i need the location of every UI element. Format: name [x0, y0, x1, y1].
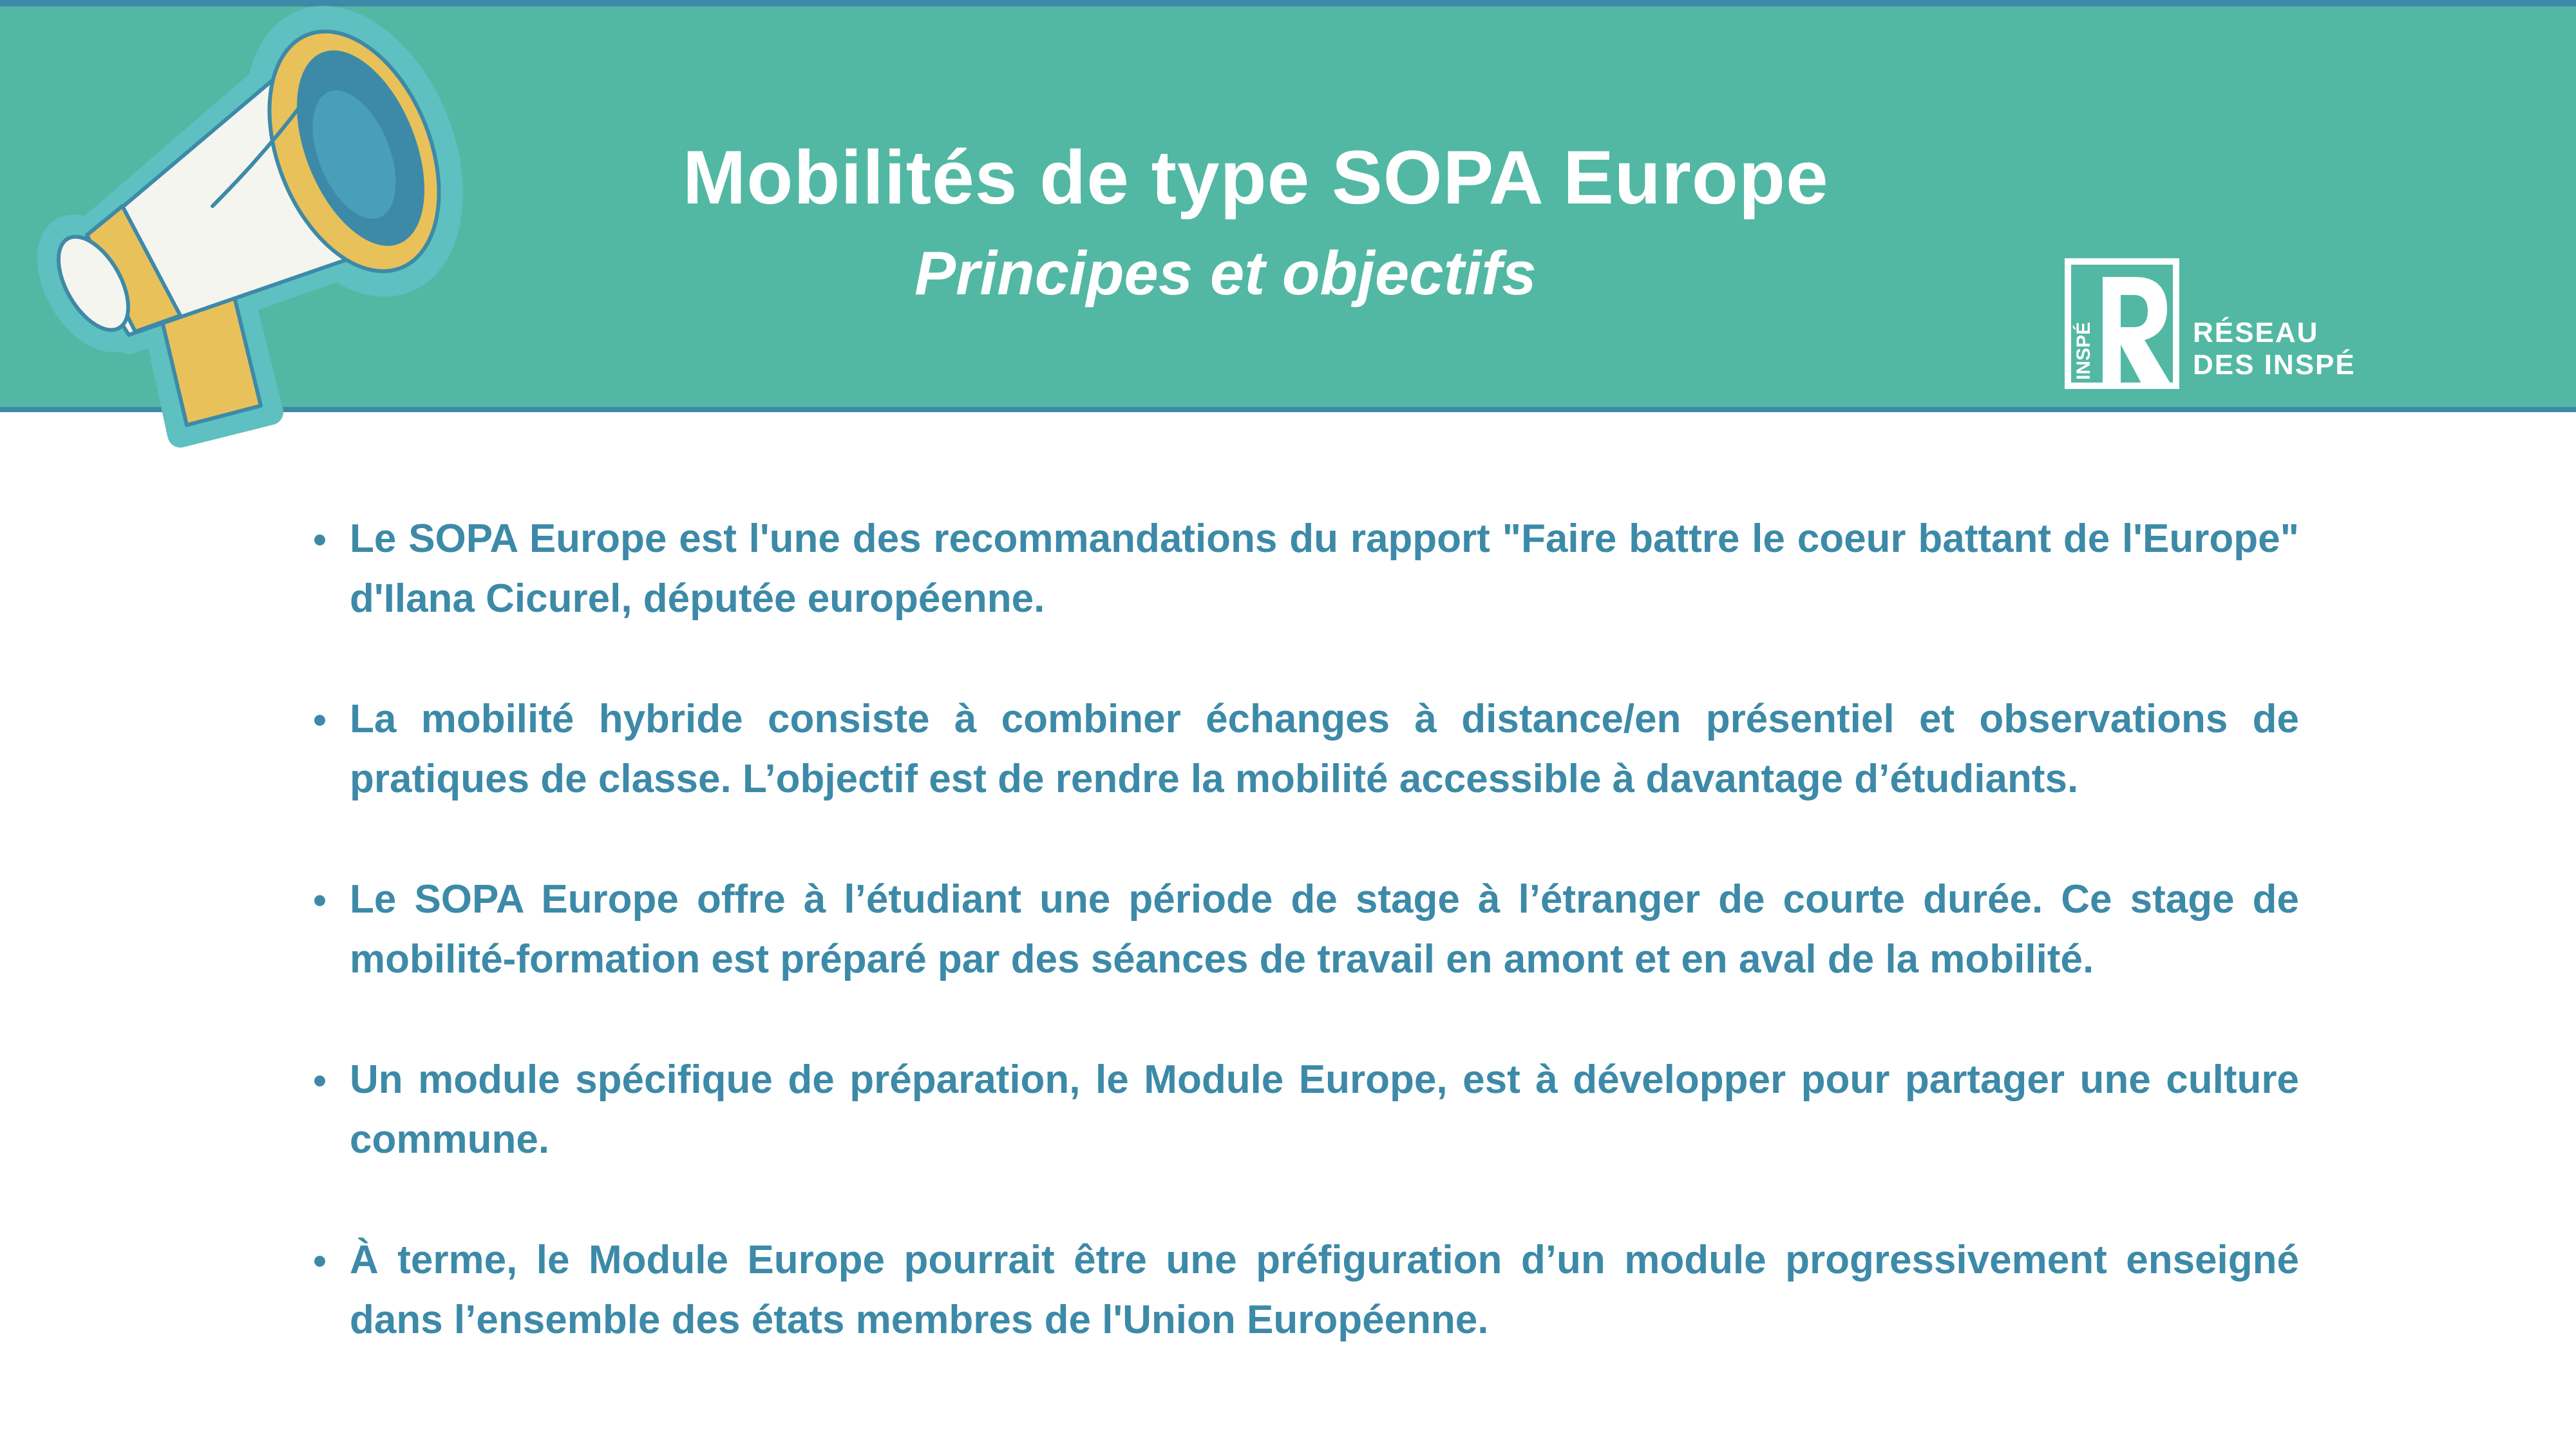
logo-emblem: [2064, 258, 2180, 390]
logo-emblem-text: INSPÉ: [2073, 321, 2094, 380]
list-item-text: À terme, le Module Europe pourrait être une préfiguration d’un module progressivement enseigné dans l’ensemble des états membres de l'Union Européenne.: [350, 1238, 2299, 1342]
list-item: [309, 1230, 2299, 1350]
list-item: [309, 509, 2299, 629]
bullet-icon: [314, 1075, 325, 1086]
megaphone-icon: [19, 0, 470, 464]
logo-text: [2193, 317, 2356, 381]
bullet-icon: [314, 535, 325, 545]
bullet-icon: [314, 1256, 325, 1267]
page-title: Mobilités de type SOPA Europe: [683, 135, 1829, 220]
bullet-icon: [314, 715, 325, 726]
principles-list: [309, 509, 2299, 1410]
list-item: [309, 689, 2299, 809]
list-item: [309, 1050, 2299, 1170]
list-item-text: La mobilité hybride consiste à combiner échanges à distance/en présentiel et observations de pratiques de classe. L’objectif est de rendre la mobilité accessible à davantage d’étudiants.: [350, 697, 2299, 801]
list-item-text: Le SOPA Europe offre à l’étudiant une période de stage à l’étranger de courte durée. Ce stage de mobilité-formation est préparé par des séances de travail en amont et en aval de la mobilité.: [350, 877, 2299, 981]
list-item: [309, 869, 2299, 989]
reseau-inspe-logo: [2064, 258, 2386, 393]
list-item-text: Le SOPA Europe est l'une des recommandations du rapport "Faire battre le coeur battant de l'Europe" d'Ilana Cicurel, députée européenne.: [350, 516, 2299, 621]
logo-line-1: RÉSEAU: [2193, 317, 2319, 348]
page-subtitle: Principes et objectifs: [914, 239, 1537, 308]
bullet-icon: [314, 895, 325, 906]
list-item-text: Un module spécifique de préparation, le Module Europe, est à développer pour partager une culture commune.: [350, 1057, 2299, 1162]
logo-line-2: DES INSPÉ: [2193, 349, 2356, 381]
